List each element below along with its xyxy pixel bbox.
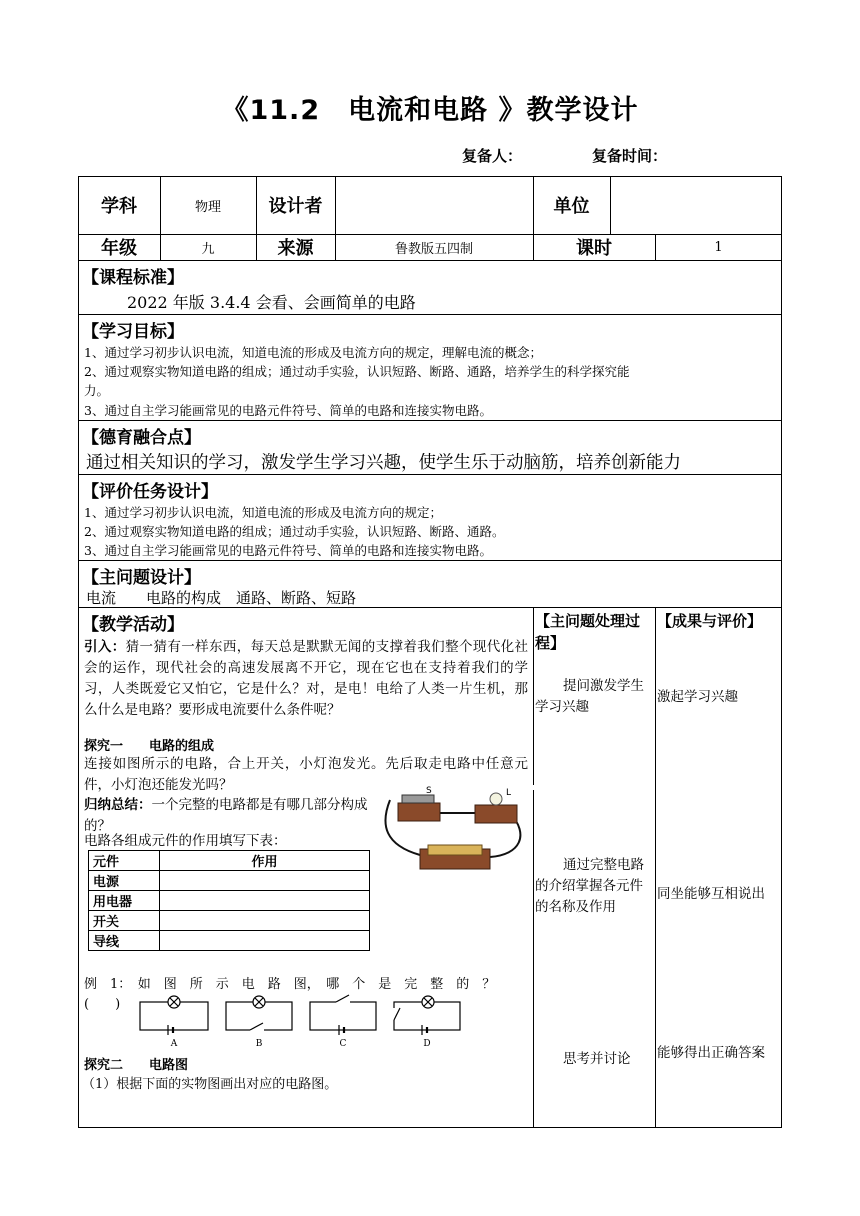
main-question-text: 电流 电路的构成 通路、断路、短路 — [86, 589, 357, 607]
table-cell[interactable] — [160, 931, 370, 951]
evaluation-heading: 【评价任务设计】 — [82, 482, 218, 502]
objective-line: 1、通过学习初步认识电流，知道电流的形成及电流方向的规定，理解电流的概念； — [84, 345, 542, 360]
period-label: 课时 — [576, 238, 612, 259]
designer-label: 设计者 — [268, 196, 323, 217]
battery-cells — [428, 845, 482, 855]
result-item: 激起学习兴趣 — [657, 689, 738, 705]
process-item: 思考并讨论 — [563, 1051, 631, 1067]
physical-circuit-photo — [380, 785, 530, 885]
header-cell: 作用 — [160, 851, 370, 871]
prep-person-label: 复备人： — [462, 147, 523, 165]
result-item: 能够得出正确答案 — [657, 1045, 765, 1061]
result-item: 同坐能够互相说出 — [657, 886, 765, 902]
main-question-heading: 【主问题设计】 — [82, 568, 201, 588]
evaluation-line: 3、通过自主学习能画常见的电路元件符号、简单的电路和连接实物电路。 — [84, 543, 492, 558]
grade-label: 年级 — [101, 238, 137, 259]
switch-base — [398, 803, 440, 821]
switch-lever — [402, 795, 434, 803]
intro-text: 猜一猜有一样东西，每天总是默默无闻的支撑着我们整个现代化社会的运作，现代社会的高速发展离不开它，现在它也在支持着我们的学习，人类既爱它又怕它，它是什么？对，是电！电给了人类一片生机，那么什么是电路？要形成电流要什么条件呢？ — [84, 639, 529, 718]
row-divider — [78, 420, 782, 421]
table-row — [89, 911, 370, 931]
explore2-title: 探究二 电路图 — [84, 1058, 189, 1073]
page-title: 《11.2 电流和电路 》教学设计 — [221, 95, 639, 126]
example1-text: 例 1： 如 图 所 示 电 路 图， 哪 个 是 完 整 的 ？ — [84, 977, 496, 992]
row-divider — [78, 314, 782, 315]
col-divider — [655, 607, 656, 1128]
moral-heading: 【德育融合点】 — [82, 428, 201, 448]
circuit-label: A — [170, 1039, 178, 1049]
col-divider — [533, 607, 534, 785]
designer-value — [335, 176, 533, 234]
circuit-label: D — [423, 1039, 431, 1049]
standard-text: 2022 年版 3.4.4 会看、会画简单的电路 — [127, 293, 416, 312]
explore2-text: （1）根据下面的实物图画出对应的电路图。 — [82, 1077, 338, 1092]
lamp-label: L — [506, 788, 512, 798]
grade-value: 九 — [201, 241, 215, 257]
switch-label: S — [426, 786, 432, 796]
table-row — [89, 931, 370, 951]
intro-label: 引入： — [84, 639, 126, 655]
circuit-diagrams — [138, 994, 468, 1049]
intro-paragraph — [84, 637, 528, 721]
table-row — [89, 851, 370, 871]
table-row — [89, 871, 370, 891]
row-divider — [78, 474, 782, 475]
prep-time-label: 复备时间： — [592, 147, 668, 165]
explore1-title: 探究一 电路的组成 — [84, 739, 215, 754]
process-heading: 【主问题处理过程】 — [535, 612, 641, 652]
summary-text: 一个完整的电路都是有哪几部分构成的？ — [84, 797, 368, 834]
circuit-c — [310, 1002, 376, 1030]
circuit-label: B — [255, 1039, 263, 1049]
table-cell: 开关 — [89, 911, 160, 931]
source-value: 鲁教版五四制 — [394, 241, 473, 257]
table-cell: 导线 — [89, 931, 160, 951]
table-cell: 电源 — [89, 871, 160, 891]
subject-value: 物理 — [194, 199, 221, 215]
objective-line: 力。 — [84, 383, 110, 398]
component-table — [88, 850, 370, 951]
process-item: 通过完整电路的介绍掌握各元件的名称及作用 — [535, 857, 644, 915]
period-value: 1 — [714, 239, 723, 255]
explore1-text: 连接如图所示的电路，合上开关，小灯泡发光。先后取走电路中任意元件，小灯泡还能发光吗？ — [84, 756, 528, 793]
activity-heading: 【教学活动】 — [82, 615, 184, 635]
evaluation-line: 2、通过观察实物知道电路的组成；通过动手实验，认识短路、断路、通路。 — [84, 524, 505, 539]
row-divider — [78, 260, 782, 261]
process-item: 提问激发学生学习兴趣 — [535, 678, 644, 715]
table-cell: 用电器 — [89, 891, 160, 911]
table-cell[interactable] — [160, 891, 370, 911]
evaluation-line: 1、通过学习初步认识电流，知道电流的形成及电流方向的规定； — [84, 505, 442, 520]
unit-label: 单位 — [553, 196, 590, 217]
lamp-base — [475, 805, 517, 823]
objective-line: 2、通过观察实物知道电路的组成；通过动手实验，认识短路、断路、通路，培养学生的科学探究能 — [84, 364, 630, 379]
result-heading: 【成果与评价】 — [657, 612, 763, 630]
objective-line: 3、通过自主学习能画常见的电路元件符号、简单的电路和连接实物电路。 — [84, 403, 492, 418]
moral-text: 通过相关知识的学习，激发学生学习兴趣，使学生乐于动脑筋，培养创新能力 — [86, 453, 681, 473]
col-divider — [533, 790, 534, 1128]
table-cell[interactable] — [160, 911, 370, 931]
objectives-heading: 【学习目标】 — [82, 322, 184, 342]
table-intro: 电路各组成元件的作用填写下表： — [84, 833, 287, 849]
unit-value — [610, 176, 782, 234]
circuit-label: C — [339, 1039, 347, 1049]
source-label: 来源 — [277, 238, 314, 259]
table-cell[interactable] — [160, 871, 370, 891]
standard-heading: 【课程标准】 — [82, 268, 184, 288]
bulb-icon — [490, 793, 502, 805]
row-divider — [78, 560, 782, 561]
summary-label: 归纳总结： — [84, 797, 152, 813]
subject-label: 学科 — [101, 196, 137, 217]
table-row — [89, 891, 370, 911]
example1-blank: ( ) — [84, 997, 121, 1012]
header-cell: 元件 — [89, 851, 160, 871]
